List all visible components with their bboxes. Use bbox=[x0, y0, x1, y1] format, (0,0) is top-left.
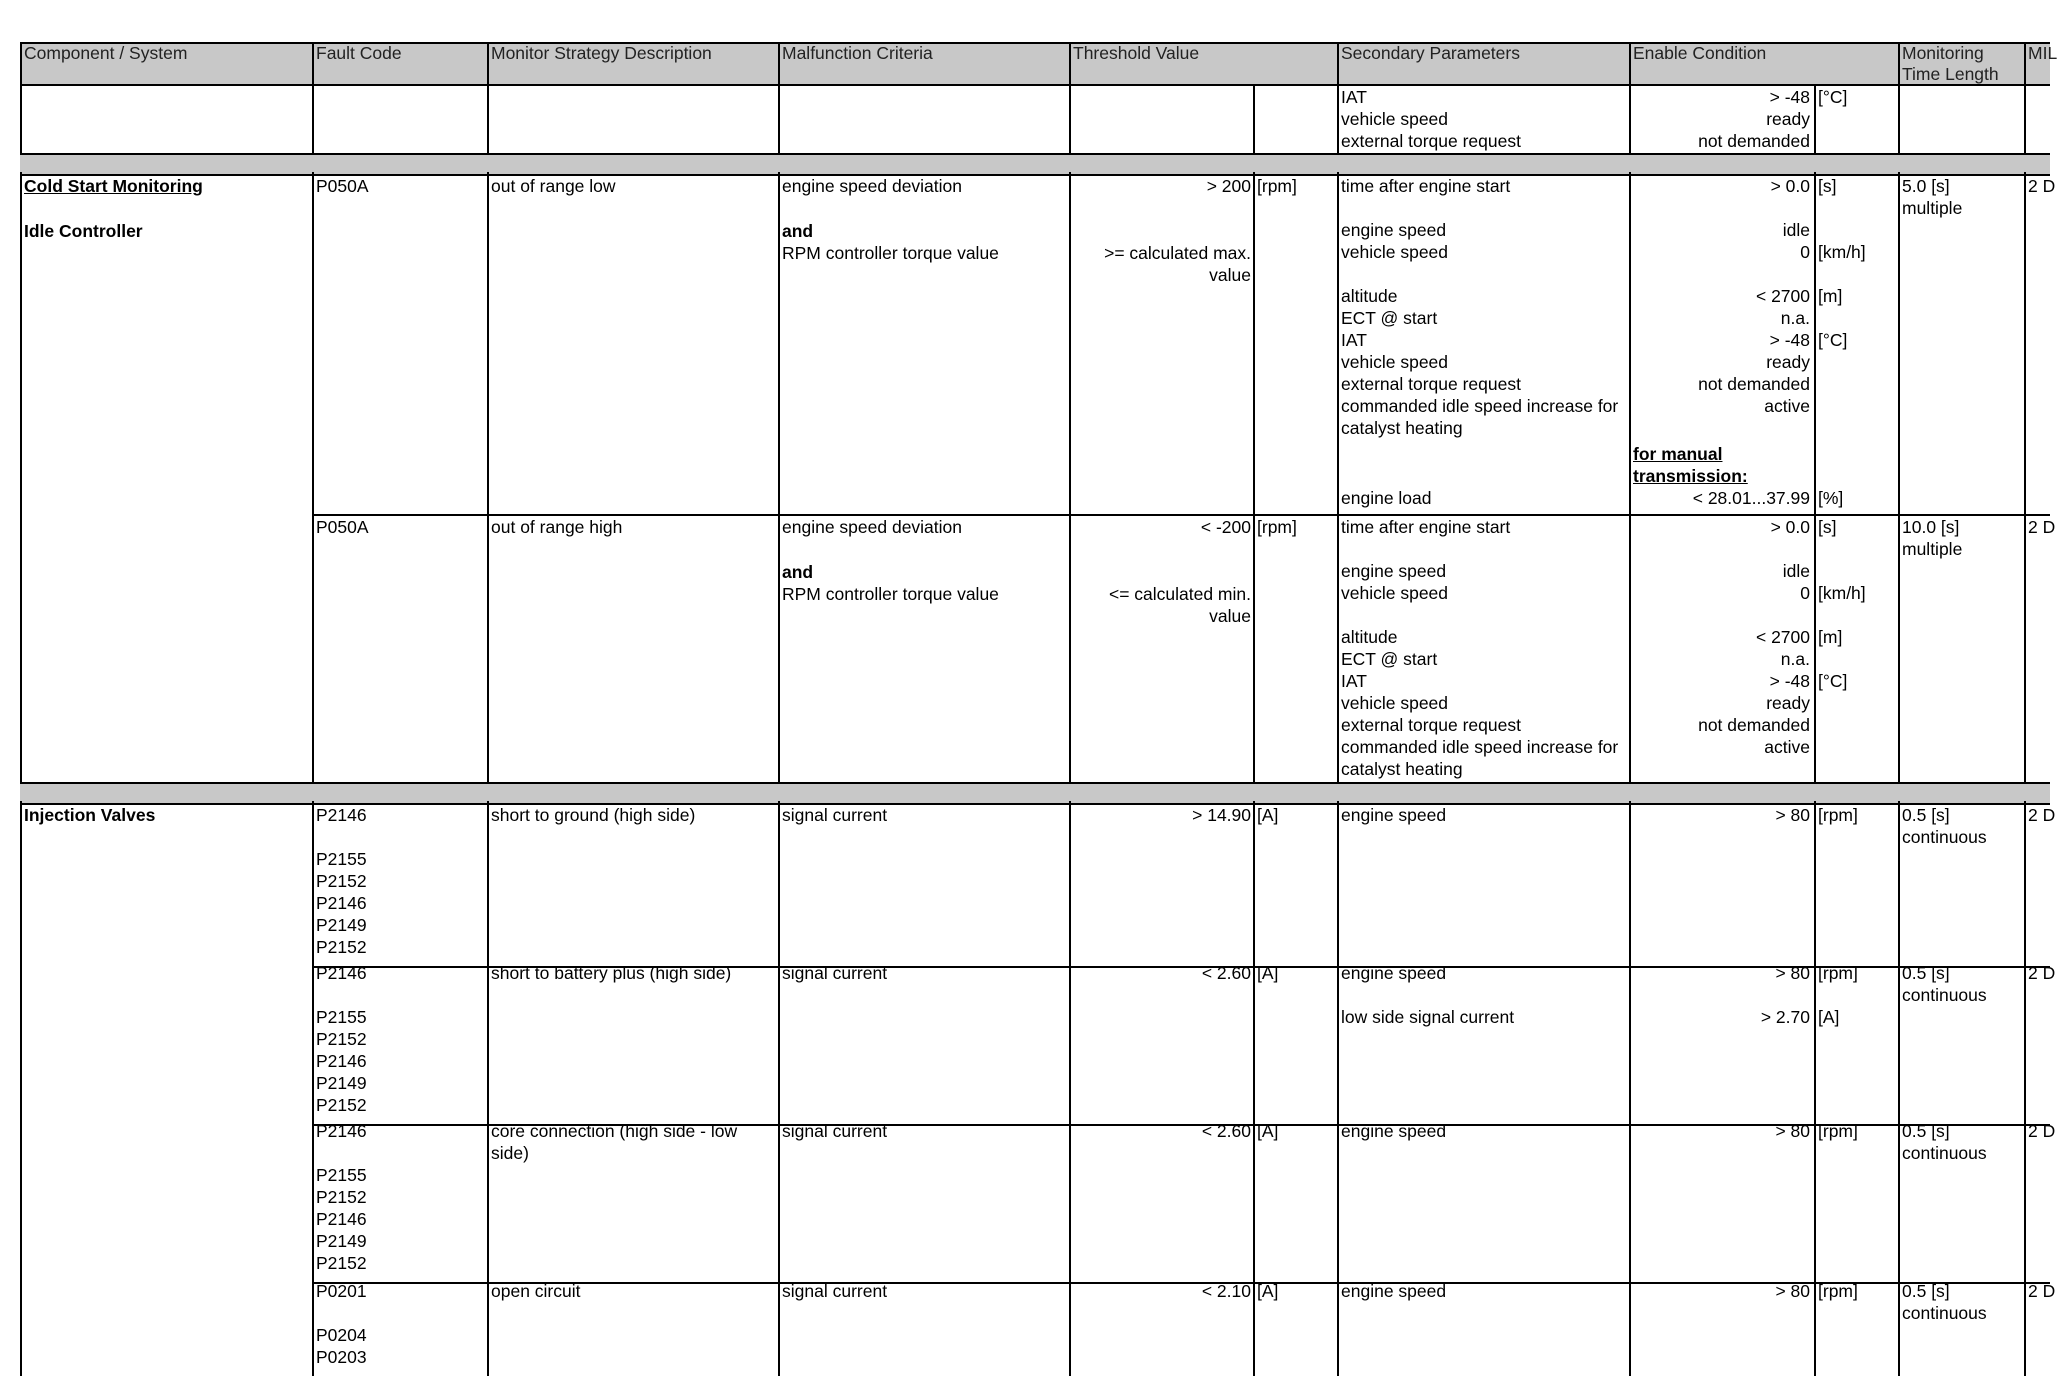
enable-conditions: > 0.0 idle 0 < 2700 n.a. > -48 ready not demanded active bbox=[1698, 517, 1810, 757]
monitoring-mode: continuous bbox=[1902, 827, 1987, 847]
fault-code: P050A bbox=[316, 517, 369, 537]
mil: 2 D bbox=[2028, 176, 2056, 196]
secondary-parameter: engine speed bbox=[1341, 1121, 1447, 1141]
threshold-unit: [A] bbox=[1257, 1121, 1279, 1141]
threshold-value: value bbox=[1209, 606, 1251, 626]
monitor-strategy: short to battery plus (high side) bbox=[491, 963, 732, 983]
threshold-unit: [rpm] bbox=[1257, 517, 1297, 537]
secondary-parameter: engine speed bbox=[1341, 805, 1447, 825]
enable-conditions: > 0.0 idle 0 < 2700 n.a. > -48 ready not demanded active bbox=[1698, 176, 1810, 416]
threshold-value: < 2.10 bbox=[1201, 1281, 1251, 1301]
component-idle-controller: Idle Controller bbox=[24, 221, 143, 241]
monitoring-mode: continuous bbox=[1902, 1303, 1987, 1323]
fault-codes: P2146 P2155 P2152 P2146 P2149 P2152 bbox=[316, 805, 367, 957]
carry-over-secondary: IAT vehicle speed external torque request bbox=[1341, 87, 1521, 151]
enable-conditions: > 80 > 2.70 bbox=[1760, 963, 1810, 1027]
malfunction-criteria: signal current bbox=[782, 805, 888, 825]
malfunction-criteria: signal current bbox=[782, 1121, 888, 1141]
monitor-strategy: open circuit bbox=[491, 1281, 581, 1301]
manual-transmission-label: transmission: bbox=[1633, 466, 1748, 486]
mil: 2 D bbox=[2028, 805, 2056, 825]
header-monitor-strategy: Monitor Strategy Description bbox=[491, 43, 712, 63]
mil: 2 D bbox=[2028, 1121, 2056, 1141]
fault-codes: P2146 P2155 P2152 P2146 P2149 P2152 bbox=[316, 963, 367, 1115]
secondary-parameters: time after engine start engine speed vehicle speed altitude ECT @ start IAT vehicle speed external torque request commanded idle speed increase for catalyst heating bbox=[1341, 176, 1619, 438]
enable-unit: [rpm] bbox=[1818, 1281, 1858, 1301]
mil: 2 D bbox=[2028, 963, 2056, 983]
monitoring-time: 0.5 [s] bbox=[1902, 963, 1950, 983]
enable-unit: [rpm] bbox=[1818, 805, 1858, 825]
malfunction-and: and bbox=[782, 221, 814, 241]
enable-unit: [rpm] bbox=[1818, 1121, 1858, 1141]
monitoring-mode: continuous bbox=[1902, 1143, 1987, 1163]
enable-condition: < 28.01...37.99 bbox=[1692, 488, 1810, 508]
malfunction-and: and bbox=[782, 562, 814, 582]
monitor-strategy: core connection (high side - low side) bbox=[491, 1121, 738, 1163]
header-mil: MIL bbox=[2028, 43, 2057, 63]
enable-units: [rpm] [A] bbox=[1818, 963, 1858, 1027]
monitor-strategy: short to ground (high side) bbox=[491, 805, 696, 825]
component-injection-valves: Injection Valves bbox=[24, 805, 156, 825]
malfunction-criteria: engine speed deviation bbox=[782, 517, 963, 537]
header-threshold-value: Threshold Value bbox=[1073, 43, 1200, 63]
section-separator bbox=[20, 782, 2050, 805]
header-fault-code: Fault Code bbox=[316, 43, 402, 63]
threshold-value: < 2.60 bbox=[1201, 1121, 1251, 1141]
malfunction-criteria: signal current bbox=[782, 1281, 888, 1301]
threshold-value: > 200 bbox=[1206, 176, 1251, 196]
threshold-value: value bbox=[1209, 265, 1251, 285]
threshold-value: <= calculated min. bbox=[1108, 584, 1251, 604]
threshold-unit: [rpm] bbox=[1257, 176, 1297, 196]
manual-transmission-label: for manual bbox=[1633, 444, 1723, 464]
secondary-parameters: time after engine start engine speed vehicle speed altitude ECT @ start IAT vehicle speed external torque request commanded idle speed increase for catalyst heating bbox=[1341, 517, 1619, 779]
header-secondary-parameters: Secondary Parameters bbox=[1341, 43, 1520, 63]
fault-codes: P0201 P0204 P0203 bbox=[316, 1281, 367, 1367]
monitoring-time: 5.0 [s] bbox=[1902, 176, 1950, 196]
threshold-value: >= calculated max. bbox=[1104, 243, 1251, 263]
secondary-parameter: engine speed bbox=[1341, 1281, 1447, 1301]
monitoring-time: 10.0 [s] bbox=[1902, 517, 1960, 537]
enable-unit: [%] bbox=[1818, 488, 1844, 508]
monitoring-mode: continuous bbox=[1902, 985, 1987, 1005]
secondary-parameter: engine load bbox=[1341, 488, 1432, 508]
mil: 2 D bbox=[2028, 517, 2056, 537]
malfunction-criteria: signal current bbox=[782, 963, 888, 983]
threshold-value: > 14.90 bbox=[1192, 805, 1251, 825]
section-separator bbox=[20, 153, 2050, 176]
threshold-unit: [A] bbox=[1257, 1281, 1279, 1301]
fault-codes: P2146 P2155 P2152 P2146 P2149 P2152 bbox=[316, 1121, 367, 1273]
enable-units: [s] [km/h] [m] [°C] bbox=[1818, 176, 1866, 350]
threshold-value: < -200 bbox=[1200, 517, 1251, 537]
monitor-strategy: out of range high bbox=[491, 517, 623, 537]
header-component: Component / System bbox=[24, 43, 188, 63]
secondary-parameters: engine speed low side signal current bbox=[1341, 963, 1515, 1027]
header-time-length: Time Length bbox=[1902, 64, 1999, 84]
enable-condition: > 80 bbox=[1775, 1121, 1810, 1141]
monitor-strategy: out of range low bbox=[491, 176, 616, 196]
carry-over-units: [°C] bbox=[1818, 87, 1848, 107]
malfunction-criteria: engine speed deviation bbox=[782, 176, 963, 196]
mil: 2 D bbox=[2028, 1281, 2056, 1301]
monitoring-mode: multiple bbox=[1902, 539, 1963, 559]
component-cold-start: Cold Start Monitoring bbox=[24, 176, 203, 196]
enable-units: [s] [km/h] [m] [°C] bbox=[1818, 517, 1866, 691]
monitoring-mode: multiple bbox=[1902, 198, 1963, 218]
carry-over-enable: > -48 ready not demanded bbox=[1698, 87, 1810, 151]
malfunction-criteria: RPM controller torque value bbox=[782, 243, 999, 263]
header-malfunction-criteria: Malfunction Criteria bbox=[782, 43, 933, 63]
monitoring-time: 0.5 [s] bbox=[1902, 805, 1950, 825]
enable-condition: > 80 bbox=[1775, 1281, 1810, 1301]
threshold-value: < 2.60 bbox=[1201, 963, 1251, 983]
threshold-unit: [A] bbox=[1257, 805, 1279, 825]
threshold-unit: [A] bbox=[1257, 963, 1279, 983]
monitoring-time: 0.5 [s] bbox=[1902, 1281, 1950, 1301]
enable-condition: > 80 bbox=[1775, 805, 1810, 825]
header-monitoring: Monitoring bbox=[1902, 43, 1984, 63]
fault-code: P050A bbox=[316, 176, 369, 196]
header-enable-condition: Enable Condition bbox=[1633, 43, 1767, 63]
monitoring-time: 0.5 [s] bbox=[1902, 1121, 1950, 1141]
malfunction-criteria: RPM controller torque value bbox=[782, 584, 999, 604]
